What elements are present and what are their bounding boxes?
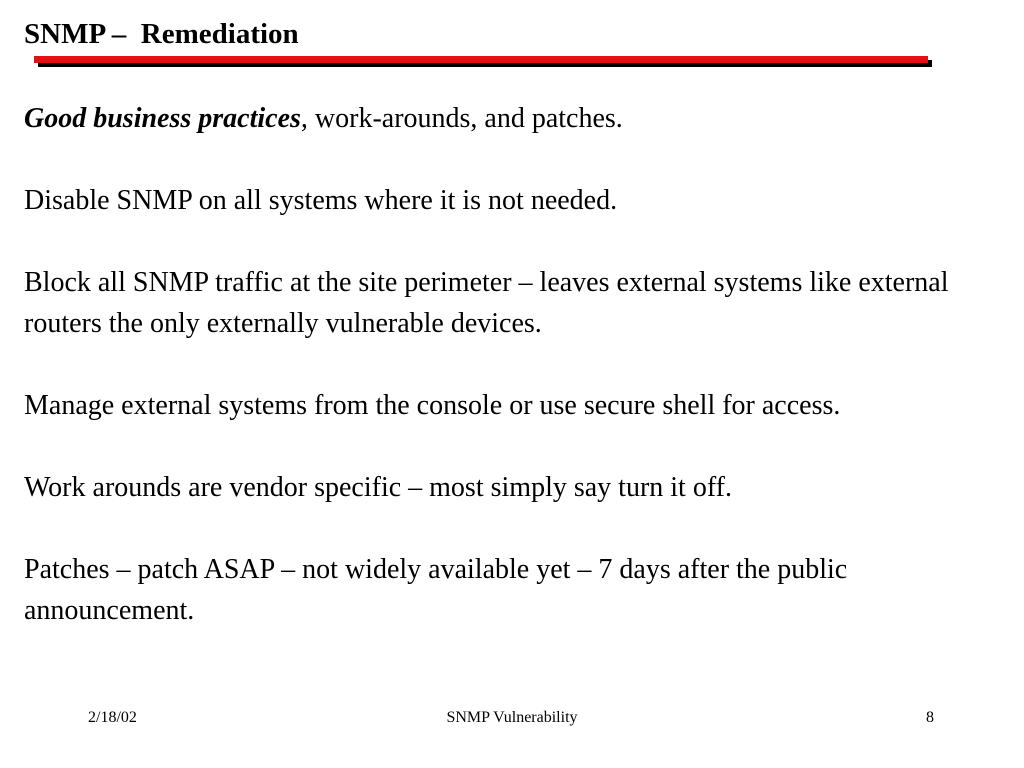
- slide-body: [24, 98, 1024, 631]
- footer-title: SNMP Vulnerability: [446, 709, 578, 726]
- paragraph-text: , work-arounds, and patches.: [300, 103, 623, 134]
- page-number: 8: [926, 709, 934, 726]
- footer-date: 2/18/02: [88, 709, 137, 726]
- paragraph-good-practices: [24, 98, 1024, 139]
- paragraph-work-arounds: Work arounds are vendor specific – most simply say turn it off.: [24, 472, 732, 503]
- slide-title: SNMP – Remediation: [24, 18, 299, 50]
- paragraph-disable-snmp: Disable SNMP on all systems where it is not needed.: [24, 185, 618, 216]
- emphasis-text: Good business practices: [24, 103, 301, 134]
- paragraph-block-traffic: Block all SNMP traffic at the site perimeter – leaves external systems like external routers the only externally vulnerable devices.: [24, 267, 949, 339]
- title-underline: [34, 56, 928, 63]
- paragraph-manage-systems: Manage external systems from the console or use secure shell for access.: [24, 390, 841, 421]
- paragraph-patches: Patches – patch ASAP – not widely available yet – 7 days after the public announcement.: [24, 554, 848, 626]
